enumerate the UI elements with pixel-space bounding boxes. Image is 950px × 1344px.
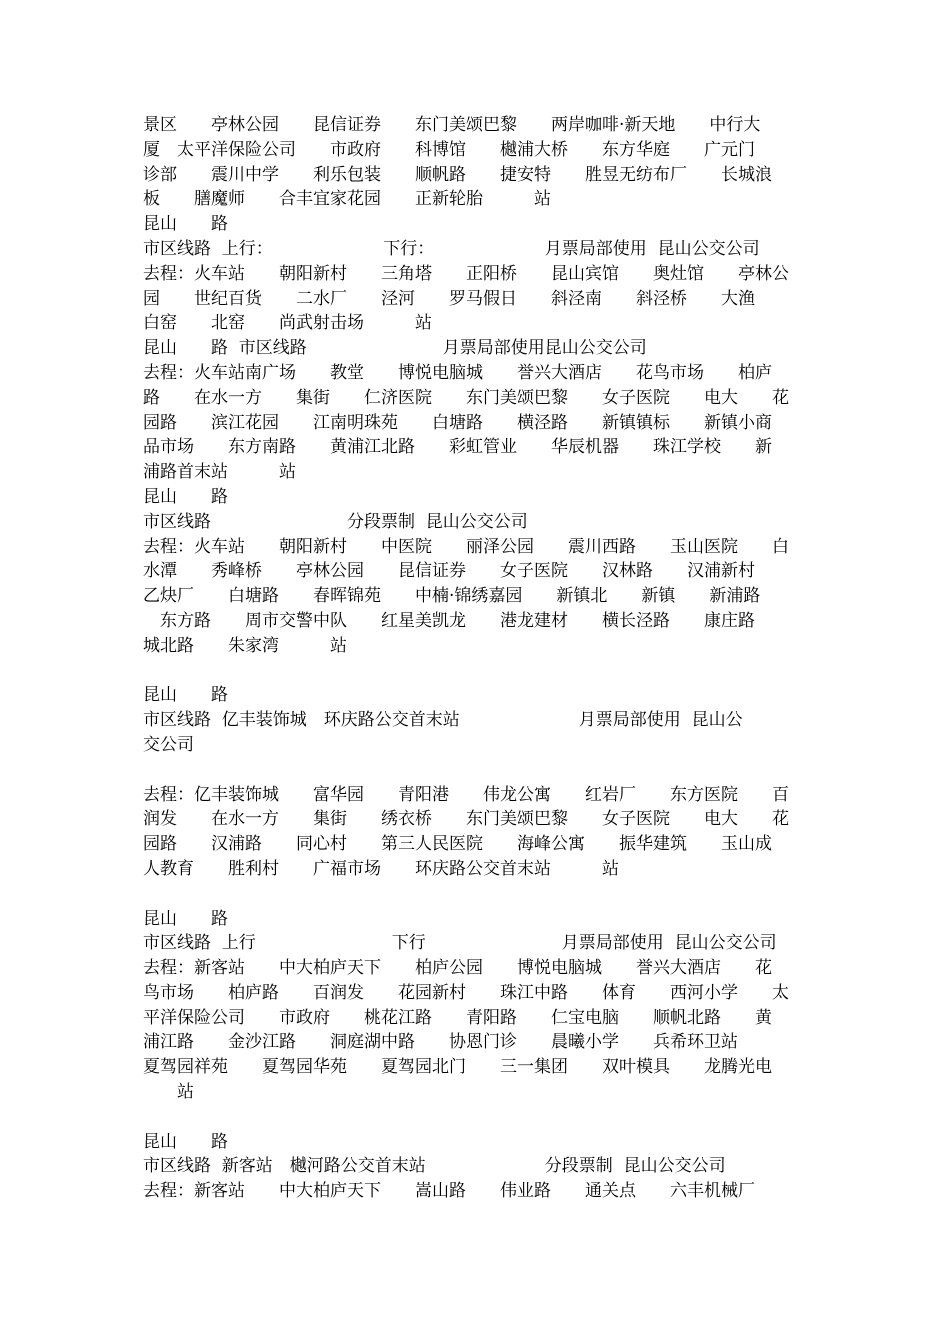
text-line: 品市场 东方南路 黄浦江北路 彩虹管业 华辰机器 珠江学校 新 <box>143 437 772 458</box>
text-line: 交公司 <box>143 734 194 755</box>
text-line: 城北路 朱家湾 站 <box>143 635 347 656</box>
text-line: 夏驾园祥苑 夏驾园华苑 夏驾园北门 三一集团 双叶模具 龙腾光电 <box>143 1057 772 1078</box>
text-line: 站 <box>143 1082 194 1103</box>
text-line: 去程：火车站 朝阳新村 中医院 丽泽公园 震川西路 玉山医院 白 <box>143 536 789 557</box>
text-line: 市区线路 分段票制 昆山公交公司 <box>143 511 528 532</box>
text-line: 昆山 路 <box>143 1131 228 1152</box>
text-line: 昆山 路 <box>143 908 228 929</box>
text-line: 路 在水一方 集街 仁济医院 东门美颂巴黎 女子医院 电大 花 <box>143 387 789 408</box>
text-line: 去程：新客站 中大柏庐天下 柏庐公园 博悦电脑城 誉兴大酒店 花 <box>143 958 772 979</box>
text-line: 昆山 路 <box>143 486 228 507</box>
text-line: 厦 太平洋保险公司 市政府 科博馆 樾浦大桥 东方华庭 广元门 <box>143 139 755 160</box>
text-line: 市区线路 亿丰装饰城 环庆路公交首末站 月票局部使用 昆山公 <box>143 710 743 731</box>
blank-line <box>143 882 808 907</box>
text-line: 浦江路 金沙江路 洞庭湖中路 协恩门诊 晨曦小学 兵希环卫站 <box>143 1032 738 1053</box>
text-line: 润发 在水一方 集街 绣衣桥 东门美颂巴黎 女子医院 电大 花 <box>143 809 789 830</box>
text-line: 水潭 秀峰桥 亭林公园 昆信证券 女子医院 汉林路 汉浦新村 <box>143 561 755 582</box>
text-line: 园路 汉浦路 同心村 第三人民医院 海峰公寓 振华建筑 玉山成 <box>143 834 772 855</box>
text-line: 市区线路 上行 下行 月票局部使用 昆山公交公司 <box>143 933 777 954</box>
text-line: 昆山 路 <box>143 685 228 706</box>
text-line: 东方路 周市交警中队 红星美凯龙 港龙建材 横长泾路 康庄路 <box>143 610 755 631</box>
text-line: 人教育 胜利村 广福市场 环庆路公交首末站 站 <box>143 858 619 879</box>
text-line: 市区线路 新客站 樾河路公交首末站 分段票制 昆山公交公司 <box>143 1156 726 1177</box>
document-page <box>143 113 808 1204</box>
text-line: 去程：新客站 中大柏庐天下 嵩山路 伟业路 通关点 六丰机械厂 <box>143 1181 755 1202</box>
text-line: 园路 滨江花园 江南明珠苑 白塘路 横泾路 新镇镇标 新镇小商 <box>143 412 772 433</box>
text-line: 平洋保险公司 市政府 桃花江路 青阳路 仁宝电脑 顺帆北路 黄 <box>143 1007 772 1028</box>
text-line: 去程：火车站 朝阳新村 三角塔 正阳桥 昆山宾馆 奥灶馆 亭林公 <box>143 263 789 284</box>
blank-line <box>143 659 808 684</box>
text-line: 去程：火车站南广场 教堂 博悦电脑城 誉兴大酒店 花鸟市场 柏庐 <box>143 362 772 383</box>
text-line: 鸟市场 柏庐路 百润发 花园新村 珠江中路 体育 西河小学 太 <box>143 982 789 1003</box>
text-line: 昆山 路 <box>143 214 228 235</box>
text-line: 浦路首末站 站 <box>143 462 296 483</box>
text-line: 市区线路 上行： 下行： 月票局部使用 昆山公交公司 <box>143 238 760 259</box>
text-line: 昆山 路 市区线路 月票局部使用昆山公交公司 <box>143 338 647 359</box>
blank-line <box>143 1105 808 1130</box>
text-line: 景区 亭林公园 昆信证券 东门美颂巴黎 两岸咖啡·新天地 中行大 <box>143 115 761 135</box>
text-line: 去程：亿丰装饰城 富华园 青阳港 伟龙公寓 红岩厂 东方医院 百 <box>143 784 789 805</box>
text-line: 板 膳魔师 合丰宜家花园 正新轮胎 站 <box>143 189 551 210</box>
text-line: 白窑 北窑 尚武射击场 站 <box>143 313 432 334</box>
text-line: 乙炔厂 白塘路 春晖锦苑 中楠·锦绣嘉园 新镇北 新镇 新浦路 <box>143 586 761 607</box>
text-line: 诊部 震川中学 利乐包装 顺帆路 捷安特 胜昱无纺布厂 长城浪 <box>143 164 772 185</box>
text-line: 园 世纪百货 二水厂 泾河 罗马假日 斜泾南 斜泾桥 大渔 <box>143 288 755 309</box>
blank-line <box>143 758 808 783</box>
